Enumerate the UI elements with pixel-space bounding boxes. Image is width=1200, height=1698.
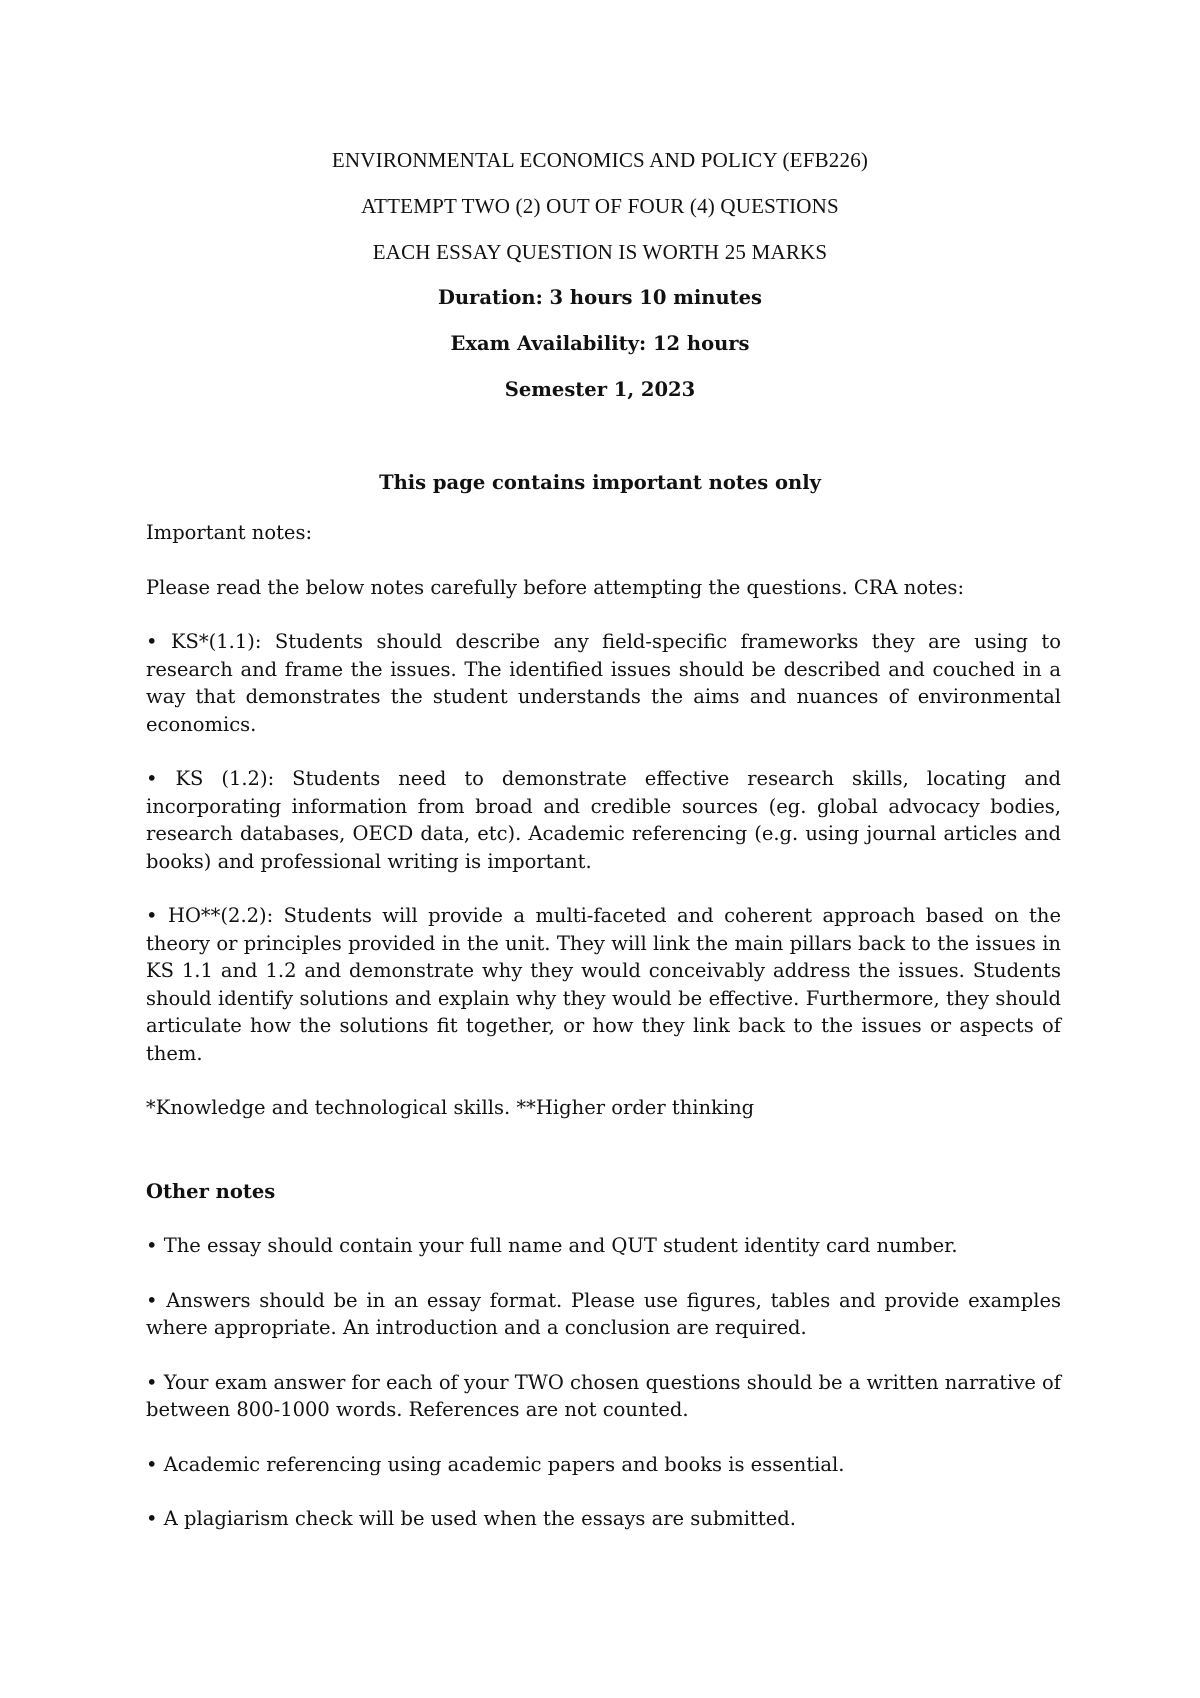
course-title: ENVIRONMENTAL ECONOMICS AND POLICY (EFB226) xyxy=(331,148,869,172)
important-notes-label: Important notes: xyxy=(146,521,313,544)
exam-availability: Exam Availability: 12 hours xyxy=(450,332,750,355)
page-notice: This page contains important notes only xyxy=(379,471,821,494)
other-note-item: • Answers should be in an essay format. Please use figures, tables and provide examples where appropriate. An introduction and a conclusion are required. xyxy=(146,1288,1061,1339)
other-note-item: • Academic referencing using academic papers and books is essential. xyxy=(146,1452,845,1476)
exam-duration: Duration: 3 hours 10 minutes xyxy=(437,286,763,309)
marks-instruction: EACH ESSAY QUESTION IS WORTH 25 MARKS xyxy=(372,240,828,264)
footnote: *Knowledge and technological skills. **Higher order thinking xyxy=(146,1096,755,1119)
cra-note-ks-1-1: • KS*(1.1): Students should describe any field-specific frameworks they are using to research and frame the issues. The identified issues should be described and couched in a way that demonstrates the student understands the aims and nuances of environmental economics. xyxy=(146,630,1061,736)
exam-header xyxy=(0,146,1200,422)
important-notes-intro: Please read the below notes carefully before attempting the questions. CRA notes: xyxy=(146,575,965,599)
other-note-item: • Your exam answer for each of your TWO chosen questions should be a written narrative of between 800-1000 words. References are not counted. xyxy=(146,1370,1062,1421)
other-note-item: • The essay should contain your full name and QUT student identity card number. xyxy=(146,1234,958,1257)
cra-note-ks-1-2: • KS (1.2): Students need to demonstrate effective research skills, locating and incorporating information from broad and credible sources (eg. global advocacy bodies, research databases, OECD data, etc). Academic referencing (e.g. using journal articles and books) and professional writing is important. xyxy=(146,767,1061,873)
cra-note-ho-2-2: • HO**(2.2): Students will provide a multi-faceted and coherent approach based on the theory or principles provided in the unit. They will link the main pillars back to the issues in KS 1.1 and 1.2 and demonstrate why they would conceivably address the issues. Students should identify solutions and explain why they would be effective. Furthermore, they should articulate how the solutions fit together, or how they link back to the issues or aspects of them. xyxy=(146,904,1061,1065)
other-notes-heading: Other notes xyxy=(146,1179,276,1203)
notes-body xyxy=(146,519,1061,1560)
other-note-item: • A plagiarism check will be used when the essays are submitted. xyxy=(146,1507,796,1530)
semester: Semester 1, 2023 xyxy=(504,378,696,401)
attempt-instruction: ATTEMPT TWO (2) OUT OF FOUR (4) QUESTIONS xyxy=(361,194,839,218)
